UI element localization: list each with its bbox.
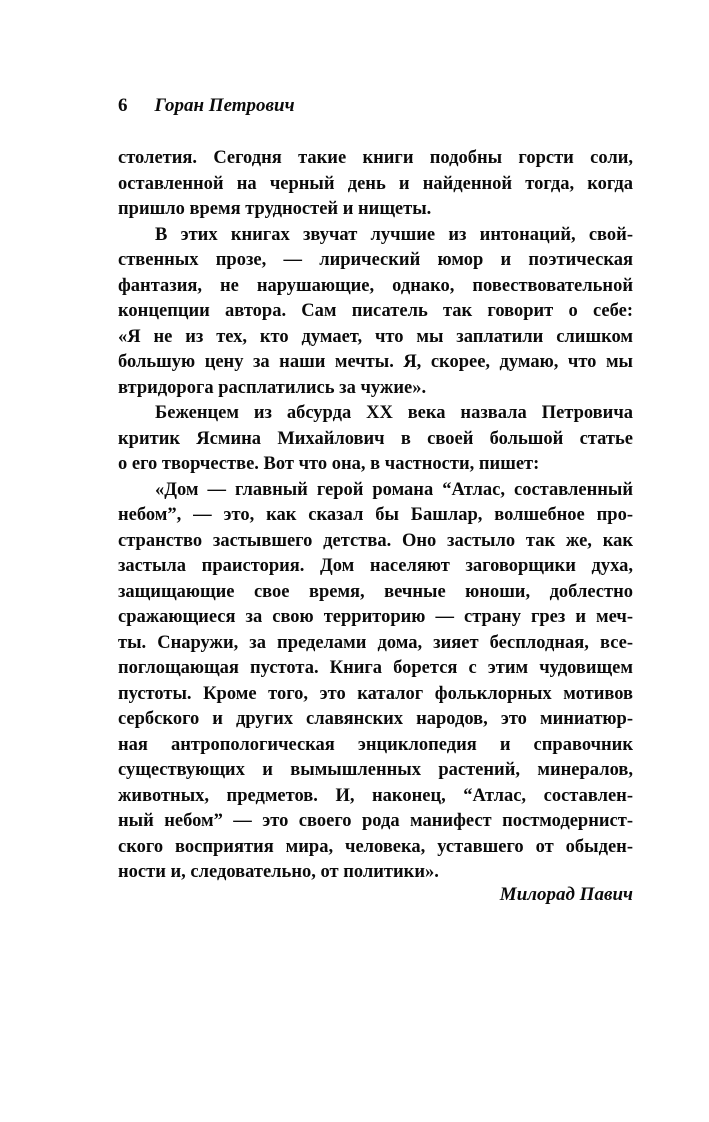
text-line: пустоты. Кроме того, это каталог фольклорных мотивов: [118, 683, 633, 704]
text-line: «Я не из тех, кто думает, что мы заплатили слишком: [118, 326, 633, 347]
text-line: ный небом” — это своего рода манифест постмодернист-: [118, 811, 633, 831]
running-header: [118, 95, 633, 117]
text-line: о его творчестве. Вот что она, в частности, пишет:: [118, 454, 540, 474]
text-line: существующих и вымышленных растений, минералов,: [118, 760, 633, 780]
text-line: поглощающая пустота. Книга борется с этим чудовищем: [118, 658, 633, 678]
text-line: оставленной на черный день и найденной тогда, когда: [118, 173, 633, 194]
page-text: [118, 146, 633, 886]
text-line: сражающиеся за свою территорию — страну грез и меч-: [118, 607, 633, 627]
text-line: пришло время трудностей и нищеты.: [118, 199, 432, 219]
text-line: концепции автора. Сам писатель так говорит о себе:: [118, 301, 633, 321]
text-line: втридорога расплатились за чужие».: [118, 377, 427, 398]
text-line: ственных прозе, — лирический юмор и поэтическая: [118, 250, 633, 270]
text-line: ского восприятия мира, человека, уставшего от обыден-: [118, 836, 633, 857]
text-line: ты. Снаружи, за пределами дома, зияет бесплодная, все-: [118, 632, 633, 653]
text-line: ности и, следовательно, от политики».: [118, 862, 439, 882]
text-line: застыла праистория. Дом населяют заговорщики духа,: [118, 556, 633, 576]
text-line: животных, предметов. И, наконец, “Атлас, составлен-: [118, 785, 633, 806]
page-number: 6: [118, 95, 128, 116]
text-line: сербского и других славянских народов, это миниатюр-: [118, 709, 633, 729]
running-title: Горан Петрович: [154, 95, 295, 116]
text-line: странство застывшего детства. Оно застыло так же, как: [118, 530, 633, 551]
text-line: большую цену за наши мечты. Я, скорее, думаю, что мы: [118, 352, 633, 372]
text-line: небом”, — это, как сказал бы Башлар, волшебное про-: [118, 505, 633, 525]
text-line: критик Ясмина Михайлович в своей большой статье: [118, 428, 633, 449]
text-line: Беженцем из абсурда XX века назвала Петровича: [155, 403, 633, 423]
text-line: столетия. Сегодня такие книги подобны горсти соли,: [118, 148, 633, 168]
text-line: В этих книгах звучат лучшие из интонаций, свой-: [155, 224, 633, 245]
text-line: защищающие свое время, вечные юноши, доблестно: [118, 581, 633, 602]
text-line: ная антропологическая энциклопедия и справочник: [118, 734, 633, 755]
signature: Милорад Павич: [499, 884, 633, 905]
text-line: фантазия, не нарушающие, однако, повествовательной: [118, 275, 633, 296]
text-line: «Дом — главный герой романа “Атлас, составленный: [155, 479, 633, 500]
